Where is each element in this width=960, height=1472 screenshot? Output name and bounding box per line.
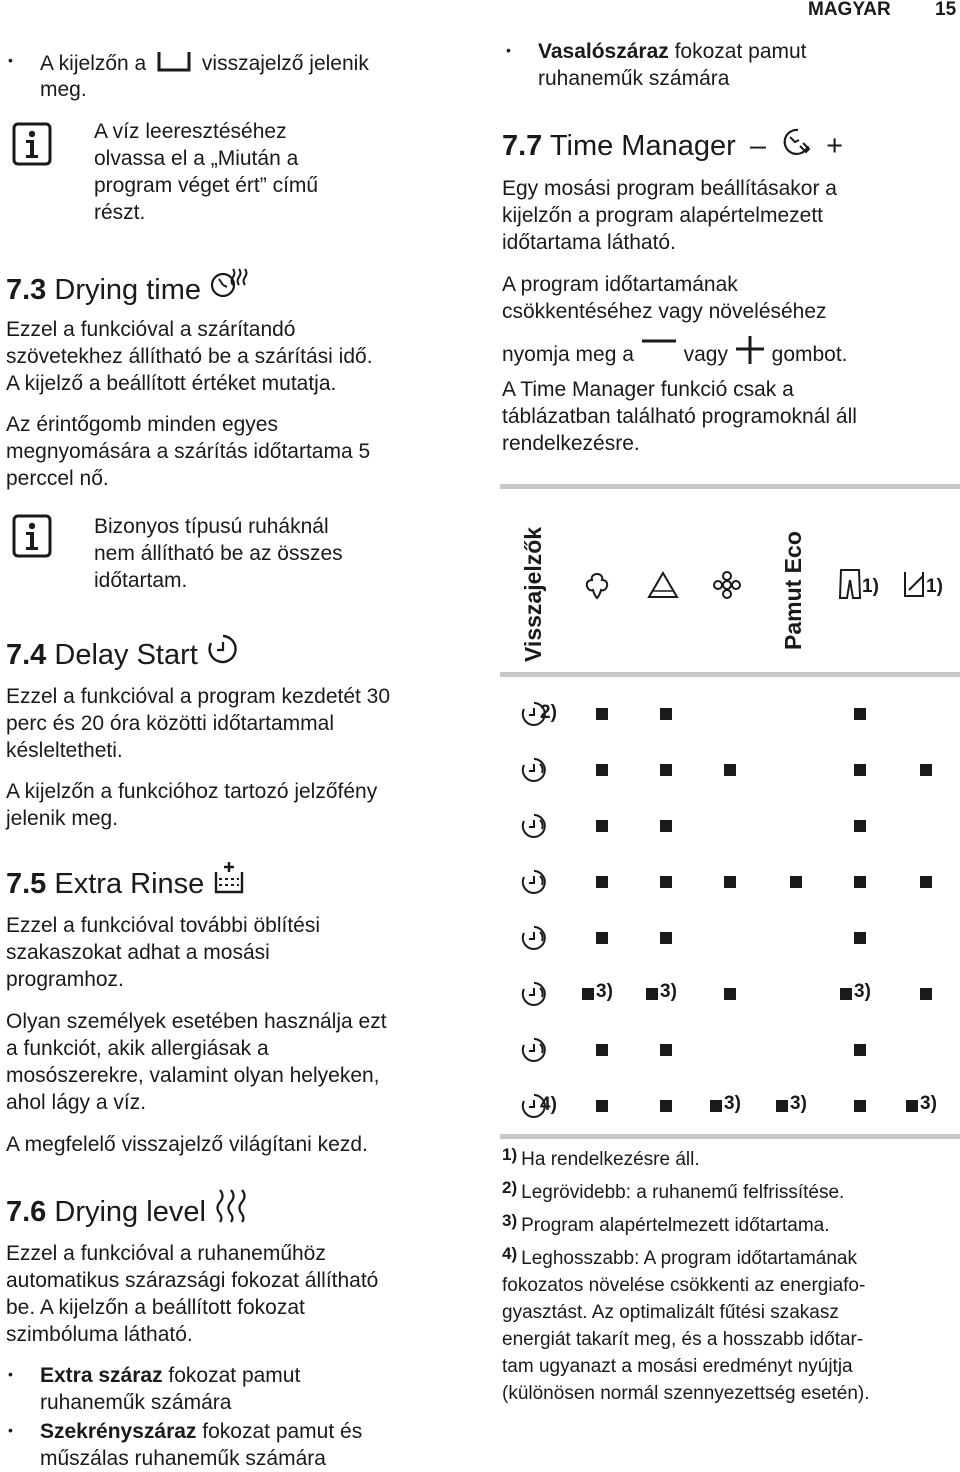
jeans-icon xyxy=(838,568,862,600)
wool-icon xyxy=(712,570,742,600)
heading-7-5: 7.5 Extra Rinse xyxy=(6,860,246,901)
cotton-icon xyxy=(582,570,612,600)
delay-icon xyxy=(520,1036,548,1064)
drying-level-icon xyxy=(214,1188,248,1224)
availability-marker xyxy=(596,820,608,832)
availability-marker xyxy=(776,1100,788,1112)
availability-marker xyxy=(854,1100,866,1112)
cell-footnote-ref: 3) xyxy=(920,1093,937,1114)
note-durations: Bizonyos típusú ruháknál nem állítható be az összes időtartam. xyxy=(94,515,343,592)
availability-marker xyxy=(596,708,608,720)
heading-7-3: 7.3 Drying time xyxy=(6,265,249,307)
plus-button-icon xyxy=(734,335,766,365)
s77-para3: A Time Manager funkció csak a táblázatban található programoknál áll rendelkezésre. xyxy=(502,378,857,455)
availability-marker xyxy=(660,1100,672,1112)
availability-marker xyxy=(596,1100,608,1112)
availability-marker xyxy=(660,1044,672,1056)
s73-para1: Ezzel a funkcióval a szárítandó szövetekhez állítható be a szárítási idő. A kijelző a beállított értéket mutatja. xyxy=(6,318,373,395)
availability-marker xyxy=(854,876,866,888)
display-indicator-text-line2: meg. xyxy=(40,78,87,101)
display-frame-icon xyxy=(156,48,192,74)
footnote-4: 4) Leghosszabb: A program időtartamának fokozatos növelése csökkenti az energiafo- gyasztást. Az optimalizált fűtési szakasz energiát takarít meg, és a hosszabb időtar- tam ugyanazt a mosási eredményt nyújtja (különösen normál szennyezettség esetén). xyxy=(502,1244,870,1404)
note-drain: A víz leeresztéséhez olvassa el a „Miután a program véget ért” című részt. xyxy=(94,120,319,224)
minus-sign: – xyxy=(749,130,766,162)
availability-marker xyxy=(920,988,932,1000)
heading-7-6: 7.6 Drying level xyxy=(6,1188,248,1229)
list-item-iron-dry: Vasalószáraz fokozat pamut ruhaneműk számára xyxy=(538,40,807,90)
availability-marker xyxy=(660,932,672,944)
bullet-dot: • xyxy=(8,52,13,68)
delay-icon xyxy=(520,924,548,952)
bullet-dot: • xyxy=(8,1422,13,1438)
plus-sign: + xyxy=(826,130,844,162)
delay-icon xyxy=(520,980,548,1008)
footnotes xyxy=(502,1146,870,1407)
mixed-icon xyxy=(902,568,926,600)
synthetics-icon xyxy=(646,570,680,600)
availability-marker xyxy=(854,1044,866,1056)
row-footnote-ref: 2) xyxy=(540,702,557,723)
page-number: 15 xyxy=(935,0,957,20)
s75-para1: Ezzel a funkcióval további öblítési szakaszokat adhat a mosási programhoz. xyxy=(6,914,321,991)
s73-para2: Az érintőgomb minden egyes megnyomására a szárítás időtartama 5 perccel nő. xyxy=(6,413,371,490)
s74-para1: Ezzel a funkcióval a program kezdetét 30 perc és 20 óra közötti időtartammal késleltetheti. xyxy=(6,685,391,762)
availability-marker xyxy=(660,708,672,720)
availability-marker xyxy=(660,764,672,776)
availability-marker xyxy=(724,988,736,1000)
row-footnote-ref: 4) xyxy=(540,1094,557,1115)
delay-start-icon xyxy=(206,632,240,666)
pamut-eco-header: Pamut Eco xyxy=(780,531,806,650)
info-icon xyxy=(12,122,52,166)
availability-marker xyxy=(646,988,658,1000)
availability-marker xyxy=(920,764,932,776)
cell-footnote-ref: 3) xyxy=(660,981,677,1002)
availability-marker xyxy=(596,764,608,776)
page-header xyxy=(780,0,960,22)
availability-marker xyxy=(596,876,608,888)
display-indicator-text: A kijelzőn a visszajelző jelenik xyxy=(40,48,480,77)
s74-para2: A kijelzőn a funkcióhoz tartozó jelzőfény jelenik meg. xyxy=(6,780,378,830)
info-icon xyxy=(12,514,52,558)
s77-para2: A program időtartamának csökkentéséhez vagy növeléséhez nyomja meg a vagy gombot. xyxy=(502,273,848,366)
bullet-dot: • xyxy=(8,1366,13,1382)
availability-marker xyxy=(724,764,736,776)
extra-rinse-icon xyxy=(212,860,246,896)
footnote-1: 1) Ha rendelkezésre áll. xyxy=(502,1145,700,1170)
list-item-extra-dry: Extra száraz fokozat pamut ruhaneműk számára xyxy=(40,1364,301,1414)
delay-icon xyxy=(520,756,548,784)
availability-marker xyxy=(906,1100,918,1112)
heading-7-4: 7.4 Delay Start xyxy=(6,632,240,672)
cell-footnote-ref: 3) xyxy=(724,1093,741,1114)
footnote-3: 3) Program alapértelmezett időtartama. xyxy=(502,1211,830,1236)
language-label: MAGYAR xyxy=(808,0,891,20)
availability-marker xyxy=(596,1044,608,1056)
availability-marker xyxy=(724,876,736,888)
table-bottom-rule xyxy=(500,1134,960,1139)
availability-marker xyxy=(854,820,866,832)
jeans-header: 1) xyxy=(838,568,879,600)
availability-marker xyxy=(596,932,608,944)
cell-footnote-ref: 3) xyxy=(790,1093,807,1114)
minus-button-icon xyxy=(640,335,678,357)
table-col-header: Visszajelzők xyxy=(520,526,546,662)
availability-marker xyxy=(840,988,852,1000)
table-header-rule xyxy=(500,672,960,677)
availability-marker xyxy=(582,988,594,1000)
availability-marker xyxy=(660,876,672,888)
heading-7-7: 7.7 Time Manager – + xyxy=(502,124,843,163)
time-manager-icon xyxy=(778,124,814,158)
footnote-2: 2) Legrövidebb: a ruhanemű felfrissítése. xyxy=(502,1178,845,1203)
drying-time-icon xyxy=(209,265,249,301)
cell-footnote-ref: 3) xyxy=(596,981,613,1002)
table-top-rule xyxy=(500,484,960,489)
cell-footnote-ref: 3) xyxy=(854,981,871,1002)
availability-marker xyxy=(660,820,672,832)
delay-icon xyxy=(520,868,548,896)
availability-marker xyxy=(710,1100,722,1112)
s75-para3: A megfelelő visszajelző világítani kezd. xyxy=(6,1133,368,1156)
availability-marker xyxy=(854,932,866,944)
delay-icon xyxy=(520,812,548,840)
s77-para1: Egy mosási program beállításakor a kijelzőn a program alapértelmezett időtartama látható. xyxy=(502,177,837,254)
availability-marker xyxy=(790,876,802,888)
availability-marker xyxy=(920,876,932,888)
mixed-header: 1) xyxy=(902,568,943,600)
availability-marker xyxy=(854,708,866,720)
s75-para2: Olyan személyek esetében használja ezt a funkciót, akik allergiásak a mosószerekre, valamint olyan helyeken, ahol lágy a víz. xyxy=(6,1010,387,1114)
s76-para1: Ezzel a funkcióval a ruhaneműhöz automatikus szárazsági fokozat állítható be. A kijelzőn a beállított fokozat szimbóluma látható. xyxy=(6,1242,379,1346)
bullet-dot: • xyxy=(506,42,511,58)
list-item-cupboard-dry: Szekrényszáraz fokozat pamut és műszálas ruhaneműk számára xyxy=(40,1420,363,1470)
availability-marker xyxy=(854,764,866,776)
